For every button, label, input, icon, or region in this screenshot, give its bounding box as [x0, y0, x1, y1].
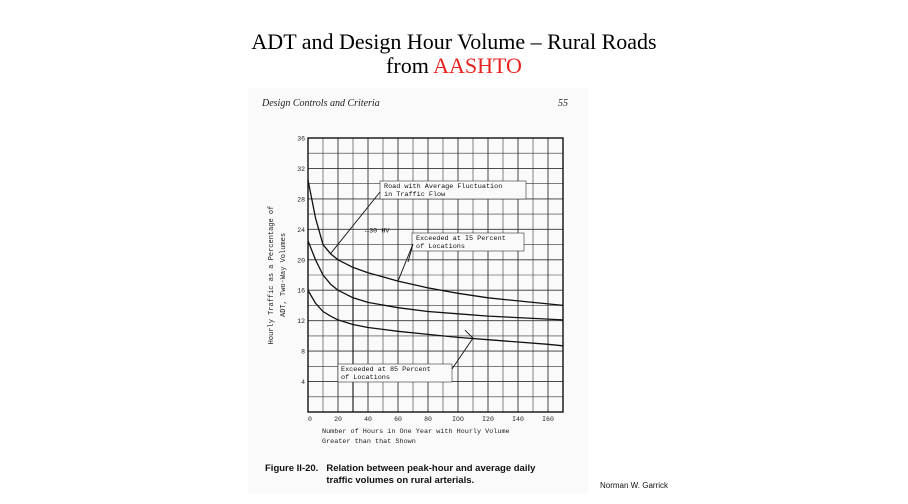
figure-caption-block — [265, 463, 595, 487]
author-credit: Norman W. Garrick — [600, 481, 669, 490]
y-tick-label: 20 — [297, 257, 305, 265]
figure-label: Figure II-20. — [265, 463, 319, 474]
slide-subtitle-prefix: from — [386, 53, 434, 78]
x-tick-label: 80 — [424, 416, 432, 423]
y-axis-label-line2: ADT, Two-Way Volumes — [280, 232, 288, 318]
page-number: 55 — [558, 98, 568, 109]
figure-caption: Relation between peak-hour and average daily traffic volumes on rural arterials. — [326, 463, 536, 486]
annotation-line2-0: in Traffic Flow — [384, 191, 446, 199]
annotation-leader-1 — [398, 244, 413, 281]
x-tick-label: IOO — [452, 416, 464, 423]
annotation-line1-2: Exceeded at 85 Percent — [341, 366, 431, 374]
x-axis-label-line2: Greater than that Shown — [322, 438, 416, 446]
x-tick-label: 20 — [334, 416, 342, 423]
x-tick-label: 40 — [364, 416, 372, 423]
y-tick-label: 4 — [301, 379, 305, 387]
slide-subtitle-accent: AASHTO — [433, 53, 522, 78]
design-hour-marker-label: ←30 HV — [365, 227, 390, 236]
annotation-line1-0: Road with Average Fluctuation — [384, 183, 503, 191]
x-tick-label: I60 — [542, 416, 554, 423]
annotation-leader-extra — [408, 244, 413, 262]
annotation-line2-1: of Locations — [416, 243, 465, 251]
annotation-line2-2: of Locations — [341, 374, 390, 382]
x-axis-label-line1: Number of Hours in One Year with Hourly Volume — [322, 428, 510, 436]
slide-title-line1: ADT and Design Hour Volume – Rural Roads — [251, 29, 657, 54]
y-axis-label-line1: Hourly Traffic as a Percentage of — [268, 205, 276, 345]
annotation-leader-arrowhead — [465, 330, 473, 338]
x-tick-label: 0 — [308, 416, 312, 423]
annotation-leader-2 — [452, 338, 473, 369]
page-header-title: Design Controls and Criteria — [262, 98, 380, 109]
x-tick-label: 60 — [394, 416, 402, 423]
y-tick-label: 12 — [297, 318, 305, 326]
y-tick-label: 36 — [297, 135, 305, 143]
x-tick-label: I20 — [482, 416, 494, 423]
curve-1 — [308, 241, 563, 320]
y-tick-label: 8 — [301, 348, 305, 356]
y-tick-label: 32 — [297, 165, 305, 173]
y-tick-label: 28 — [297, 196, 305, 204]
x-tick-label: I40 — [512, 416, 524, 423]
y-tick-label: 16 — [297, 287, 305, 295]
annotation-line1-1: Exceeded at I5 Percent — [416, 235, 506, 243]
y-tick-label: 24 — [297, 226, 305, 234]
